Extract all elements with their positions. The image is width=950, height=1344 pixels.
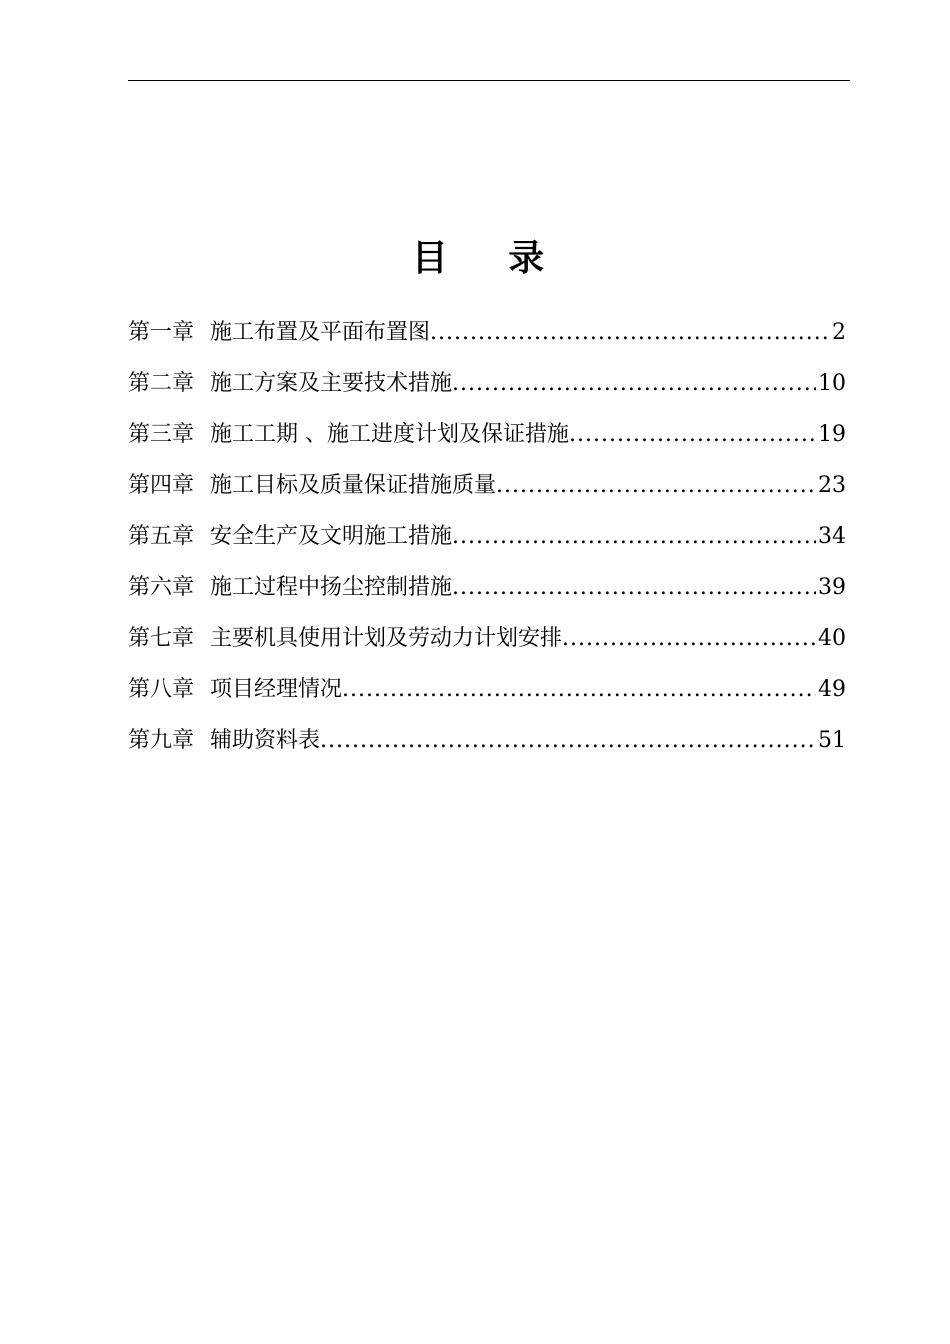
- toc-title: 施工布置及平面布置图: [210, 320, 431, 345]
- toc-title: 施工目标及质量保证措施质量: [210, 473, 497, 498]
- toc-page: 39: [818, 575, 846, 600]
- toc-page: 49: [818, 677, 846, 702]
- toc-chapter: 第六章: [128, 575, 195, 600]
- toc-leader: [452, 575, 816, 600]
- page-title: 目 录: [411, 237, 569, 279]
- toc-entry[interactable]: [128, 570, 846, 621]
- toc-entry[interactable]: [128, 519, 846, 570]
- toc-chapter: 第一章: [128, 320, 195, 345]
- toc-chapter: 第八章: [128, 677, 195, 702]
- toc-entry[interactable]: [128, 366, 846, 417]
- toc-chapter: 第五章: [128, 524, 195, 549]
- toc-title: 施工过程中扬尘控制措施: [210, 575, 453, 600]
- toc-entry[interactable]: [128, 468, 846, 519]
- table-of-contents: [128, 315, 846, 774]
- toc-chapter: 第四章: [128, 473, 195, 498]
- toc-leader: [452, 524, 816, 549]
- toc-chapter: 第九章: [128, 728, 195, 753]
- toc-leader: [496, 473, 816, 498]
- toc-entry[interactable]: [128, 672, 846, 723]
- toc-page: 10: [818, 371, 846, 396]
- toc-page: 51: [818, 728, 846, 753]
- toc-title: 辅助资料表: [210, 728, 321, 753]
- toc-leader: [569, 422, 816, 447]
- toc-page: 2: [832, 320, 846, 345]
- toc-leader: [342, 677, 816, 702]
- header-rule: [128, 80, 850, 81]
- toc-leader: [562, 626, 816, 651]
- toc-page: 23: [818, 473, 846, 498]
- toc-title: 施工方案及主要技术措施: [210, 371, 453, 396]
- toc-leader: [430, 320, 830, 345]
- toc-entry[interactable]: [128, 315, 846, 366]
- toc-title: 安全生产及文明施工措施: [210, 524, 453, 549]
- toc-title: 主要机具使用计划及劳动力计划安排: [210, 626, 563, 651]
- toc-entry[interactable]: [128, 621, 846, 672]
- toc-chapter: 第二章: [128, 371, 195, 396]
- toc-leader: [320, 728, 816, 753]
- toc-chapter: 第七章: [128, 626, 195, 651]
- toc-leader: [452, 371, 816, 396]
- toc-title: 项目经理情况: [210, 677, 343, 702]
- toc-entry[interactable]: [128, 723, 846, 774]
- toc-page: 34: [818, 524, 846, 549]
- toc-entry[interactable]: [128, 417, 846, 468]
- toc-title: 施工工期 、施工进度计划及保证措施: [210, 422, 570, 447]
- toc-page: 40: [818, 626, 846, 651]
- toc-page: 19: [818, 422, 846, 447]
- toc-chapter: 第三章: [128, 422, 195, 447]
